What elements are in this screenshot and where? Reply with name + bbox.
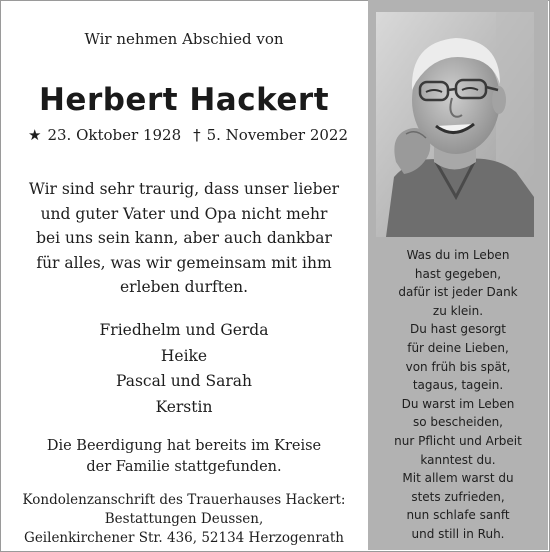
- poem-line: zu klein.: [432, 303, 484, 318]
- poem-line: von früh bis spät,: [405, 359, 511, 374]
- poem-line: für deine Lieben,: [407, 340, 509, 355]
- funeral-line: der Familie stattgefunden.: [86, 459, 282, 475]
- poem-line: Mit allem warst du: [402, 471, 514, 486]
- family-member: Heike: [160, 346, 208, 365]
- poem-line: dafür ist jeder Dank: [398, 285, 518, 300]
- poem-line: Was du im Leben: [406, 248, 510, 262]
- poem-line: so bescheiden,: [413, 415, 503, 430]
- funeral-line: Die Beerdigung hat bereits im Kreise: [46, 438, 322, 454]
- family-member: Kerstin: [155, 397, 213, 416]
- message-line: erleben durften.: [119, 278, 249, 296]
- death-date-text: 5. November 2022: [206, 126, 348, 144]
- poem-line: hast gegeben,: [414, 266, 502, 281]
- death-date: [193, 126, 348, 144]
- photo-poem-column: [368, 0, 548, 550]
- portrait-illustration: [376, 12, 534, 237]
- star-icon: ★: [28, 126, 42, 144]
- life-dates: [28, 126, 348, 144]
- address-line: Geilenkirchener Str. 436, 52134 Herzogenrath: [24, 530, 344, 546]
- poem-line: kanntest du.: [420, 452, 496, 467]
- poem-line: Du warst im Leben: [401, 396, 515, 411]
- birth-date: [28, 126, 181, 144]
- cross-icon: †: [193, 126, 201, 144]
- memorial-poem: [368, 246, 548, 544]
- mourning-message: [0, 177, 368, 300]
- address-line: Kondolenzanschrift des Trauerhauses Hackert:: [22, 492, 346, 508]
- poem-line: stets zufrieden,: [411, 489, 505, 504]
- intro-line: Wir nehmen Abschied von: [84, 30, 284, 48]
- message-line: Wir sind sehr traurig, dass unser lieber: [28, 180, 340, 198]
- family-names: [0, 318, 368, 420]
- portrait-photo: [376, 12, 534, 237]
- poem-line: und still in Ruh.: [411, 526, 505, 541]
- message-line: bei uns sein kann, aber auch dankbar: [36, 229, 332, 247]
- condolence-address: [0, 491, 368, 548]
- address-line: Bestattungen Deussen,: [104, 511, 264, 527]
- poem-line: tagaus, tagein.: [412, 378, 504, 393]
- poem-line: nur Pflicht und Arbeit: [394, 433, 522, 448]
- message-line: für alles, was wir gemeinsam mit ihm: [36, 253, 332, 272]
- deceased-name: Herbert Hackert: [38, 82, 330, 118]
- poem-line: nun schlafe sanft: [406, 508, 510, 523]
- poem-line: Du hast gesorgt: [409, 322, 507, 337]
- birth-date-text: 23. Oktober 1928: [47, 126, 182, 144]
- family-member: Pascal und Sarah: [115, 372, 253, 390]
- message-line: und guter Vater und Opa nicht mehr: [40, 204, 328, 223]
- family-member: Friedhelm und Gerda: [99, 321, 269, 339]
- funeral-notice: [0, 436, 368, 478]
